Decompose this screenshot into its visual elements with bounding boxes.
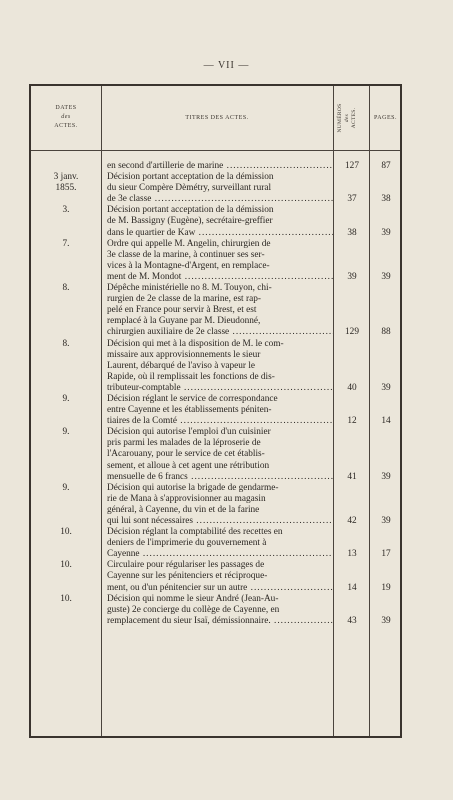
row-page-number: 38 (381, 194, 391, 205)
row-title (107, 527, 333, 560)
row-date-line: 3. (62, 205, 70, 216)
row-title-line: Ordre qui appelle M. Angelin, chirurgien de (107, 238, 271, 249)
row-act-number: 14 (347, 582, 357, 593)
header-numeros-line: NUMÉROS (337, 103, 343, 133)
row-title-line: qui lui sont nécessaires ..... (107, 516, 333, 527)
page-folio: — VII — (203, 60, 250, 71)
row-title-line: pelé en France pour servir à Brest, et est (107, 305, 257, 316)
row-date (31, 427, 101, 438)
row-title-line: entre Cayenne et les établissements péniten- (107, 405, 272, 416)
row-act-number: 129 (345, 327, 359, 338)
row-date-line: 8. (62, 338, 70, 349)
table-row (31, 283, 400, 338)
table-row (31, 483, 400, 527)
row-title-line: tributeur-comptable ..... (107, 383, 333, 394)
header-numeros-line: ACTES. (351, 107, 357, 129)
table-row (31, 205, 400, 238)
row-title-line: dans le quartier de Kaw ..... (107, 228, 333, 239)
row-title-line: en second d'artillerie de marine ..... (107, 161, 333, 172)
row-title-line: rie de Mana à s'approvisionner au magasin (107, 493, 266, 504)
row-title-line: deniers de l'imprimerie du gouvernement à (107, 538, 267, 549)
row-date-line: 9. (62, 482, 70, 493)
row-date-line: 9. (62, 393, 70, 404)
row-title (107, 427, 333, 482)
row-title-line: du sieur Compère Dèmétry, surveillant rural (107, 183, 272, 194)
acts-table (29, 84, 402, 738)
row-date (31, 527, 101, 538)
row-page-number: 17 (381, 549, 391, 560)
row-page-number: 19 (381, 582, 391, 593)
row-title (107, 560, 333, 593)
row-act-number: 12 (347, 416, 357, 427)
row-title-line: pris parmi les malades de la léproserie de (107, 438, 261, 449)
row-title (107, 483, 333, 527)
row-title-line: Circulaire pour régulariser les passages de (107, 560, 265, 571)
row-act-number: 42 (347, 516, 357, 527)
row-title-line: Décision portant acceptation de la démission (107, 205, 274, 216)
row-title-line: Décision qui autorise la brigade de gendarme- (107, 482, 279, 493)
row-date (31, 239, 101, 250)
table-row (31, 560, 400, 593)
table-row (31, 172, 400, 205)
row-title (107, 239, 333, 283)
header-dates-line: des (61, 114, 71, 120)
header-divider (31, 150, 400, 151)
row-date-line: 9. (62, 427, 70, 438)
header-numeros (337, 88, 365, 148)
row-act-number: 127 (345, 161, 359, 171)
row-page-number: 14 (381, 416, 391, 427)
row-date-line: 7. (62, 238, 70, 249)
row-date (31, 339, 101, 350)
row-title-line: 3e classe de la marine, à continuer ses ser- (107, 249, 265, 260)
row-title-line: Cayenne sur les pénitenciers et réciproque- (107, 571, 268, 582)
row-title-line: Rapide, où il remplissait les fonctions de dis- (107, 371, 275, 382)
row-title-line: rurgien de 2e classe de la marine, est rap- (107, 294, 261, 305)
row-date-line: 8. (62, 283, 70, 294)
row-title-line: remplacement du sieur Isaï, démissionnaire. ..... (107, 616, 333, 627)
table-row (31, 527, 400, 560)
row-title-line: sement, et alloue à cet agent une rétribution (107, 460, 270, 471)
row-date (31, 394, 101, 405)
row-date-line: 3 janv. (53, 172, 79, 183)
header-numeros-line: des (344, 113, 350, 123)
row-title (107, 339, 333, 394)
row-title (107, 594, 333, 627)
row-title (107, 205, 333, 238)
row-title (107, 172, 333, 205)
row-act-number: 37 (347, 194, 357, 205)
header-titres: TITRES DES ACTES. (185, 115, 249, 121)
row-title-line: Décision portant acceptation de la démission (107, 172, 274, 183)
row-title-line: l'Acarouany, pour le service de cet établis- (107, 449, 265, 460)
header-pages: PAGES. (374, 115, 397, 121)
table-row (31, 339, 400, 394)
row-date (31, 172, 101, 194)
entries-list (31, 161, 400, 627)
header-dates (31, 104, 101, 131)
row-date (31, 594, 101, 605)
row-title-line: ment de M. Mondot ..... (107, 272, 333, 283)
row-act-number: 39 (347, 271, 357, 282)
row-title-line: Cayenne ..... (107, 549, 333, 560)
row-date (31, 483, 101, 494)
row-title-line: guste) 2e concierge du collège de Cayenne, en (107, 604, 280, 615)
header-dates-line: DATES (55, 105, 77, 111)
row-act-number: 40 (347, 382, 357, 393)
row-date-line: 1855. (55, 183, 77, 194)
row-act-number: 41 (347, 471, 357, 482)
row-date-line: 10. (60, 560, 72, 571)
row-title-line: Décision qui autorise l'emploi d'un cuisinier (107, 427, 271, 438)
row-title-line: mensuelle de 6 francs ..... (107, 472, 333, 483)
row-title (107, 161, 333, 172)
row-page-number: 39 (381, 516, 391, 527)
row-page-number: 39 (381, 471, 391, 482)
row-title-line: Laurent, débarqué de l'aviso à vapeur le (107, 360, 256, 371)
table-row (31, 239, 400, 283)
row-title-line: de M. Bassigny (Eugène), secrétaire-greffier (107, 216, 273, 227)
row-act-number: 13 (347, 549, 357, 560)
row-page-number: 87 (381, 161, 391, 171)
row-page-number: 39 (381, 271, 391, 282)
row-title-line: Dépêche ministérielle no 8. M. Touyon, chi- (107, 283, 272, 294)
row-title-line: de 3e classe ..... (107, 194, 333, 205)
row-page-number: 39 (381, 227, 391, 238)
row-act-number: 43 (347, 615, 357, 626)
row-page-number: 39 (381, 382, 391, 393)
row-title-line: Décision qui nomme le sieur André (Jean-Au- (107, 593, 279, 604)
table-row (31, 161, 400, 172)
row-page-number: 39 (381, 615, 391, 626)
row-title (107, 283, 333, 338)
row-date-line: 10. (60, 527, 72, 538)
row-title-line: Décision réglant la comptabilité des recettes en (107, 527, 283, 538)
row-title-line: Décision réglant le service de correspondance (107, 393, 278, 404)
row-date (31, 560, 101, 571)
row-title-line: tiaires de la Comté ..... (107, 416, 333, 427)
row-title-line: vices à la Montagne-d'Argent, en remplace- (107, 260, 270, 271)
row-title-line: chirurgien auxiliaire de 2e classe ..... (107, 327, 333, 338)
row-title-line: Décision qui met à la disposition de M. le com- (107, 338, 284, 349)
row-page-number: 88 (381, 327, 391, 338)
row-date-line: 10. (60, 593, 72, 604)
row-title (107, 394, 333, 427)
table-row (31, 427, 400, 482)
header-dates-line: ACTES. (54, 123, 78, 129)
row-act-number: 38 (347, 227, 357, 238)
row-title-line: remplacé à la Guyane par M. Dieudonné, (107, 316, 261, 327)
row-date (31, 283, 101, 294)
row-date (31, 205, 101, 216)
row-title-line: ment, ou d'un pénitencier sur un autre ..... (107, 583, 333, 594)
table-row (31, 394, 400, 427)
table-row (31, 594, 400, 627)
row-title-line: général, à Cayenne, du vin et de la farine (107, 504, 260, 515)
row-title-line: missaire aux approvisionnements le sieur (107, 349, 261, 360)
